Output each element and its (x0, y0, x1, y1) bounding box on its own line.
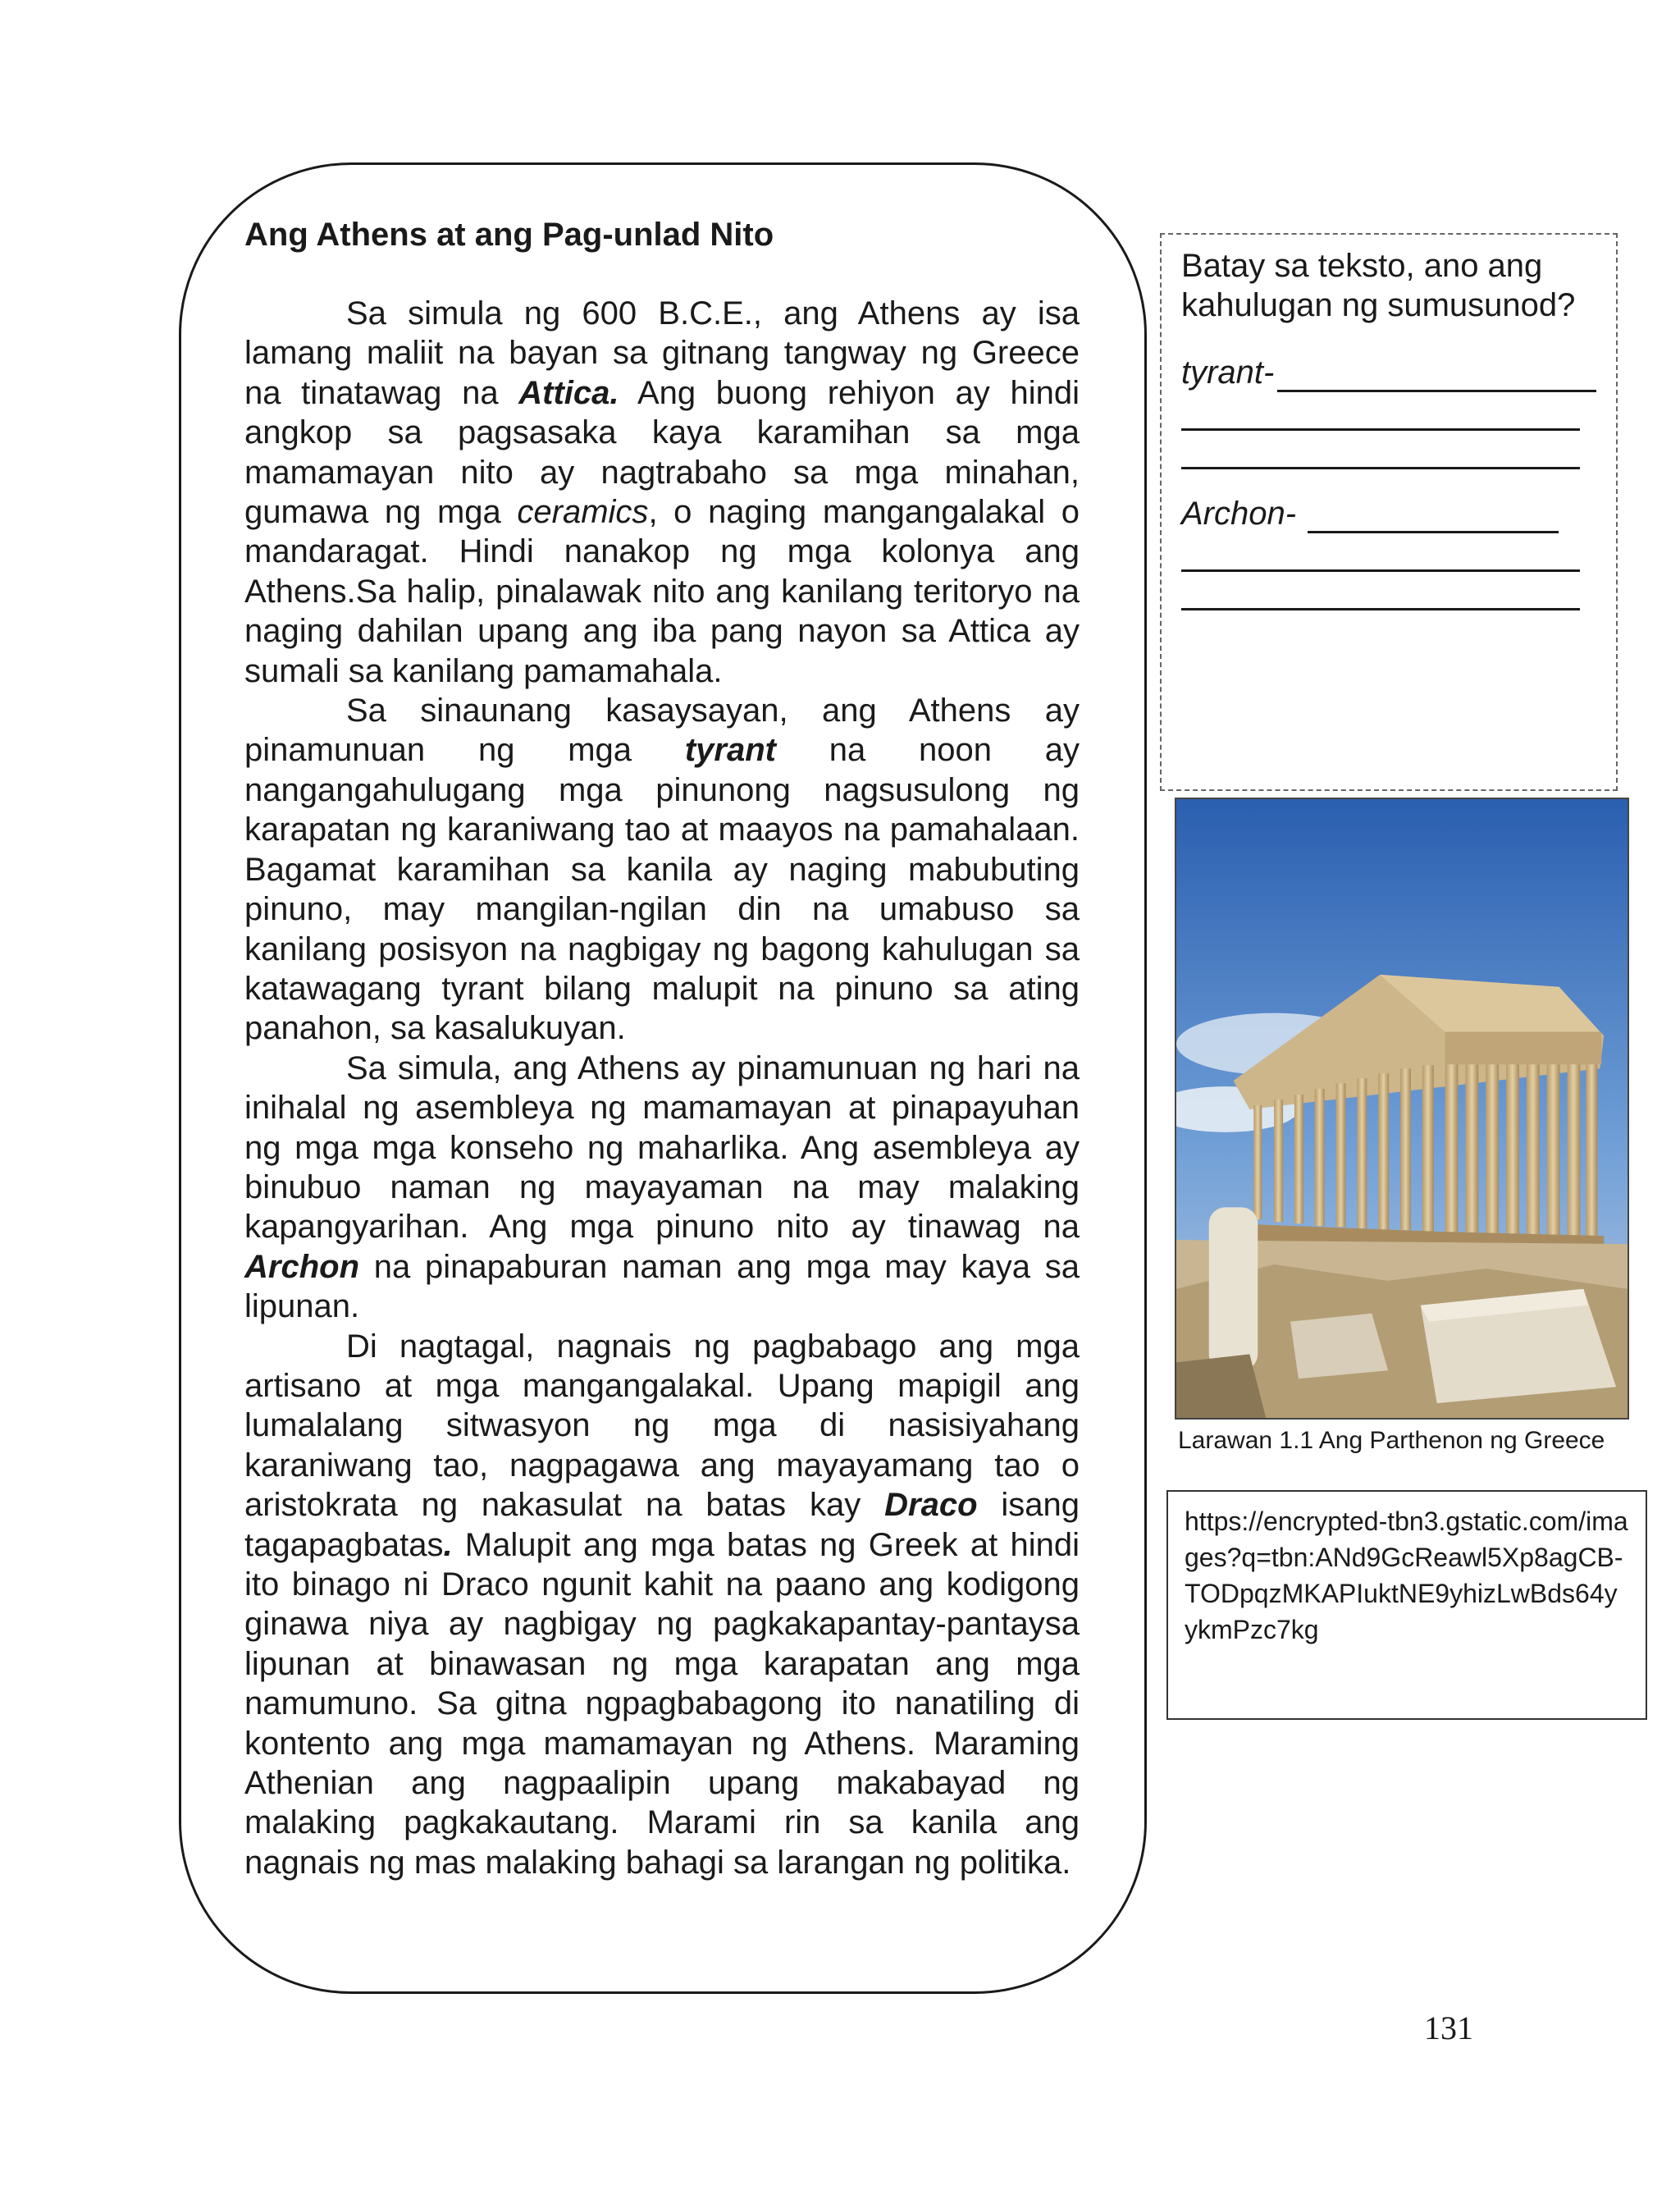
article-title: Ang Athens at ang Pag-unlad Nito (244, 217, 774, 253)
parthenon-illustration (1176, 799, 1628, 1418)
stone-block (1290, 1314, 1388, 1379)
paragraph-1 (244, 294, 1080, 691)
paragraph-2-text-a: Sa sinaunang kasaysayan, ang Athens ay pinamunuan ng mga (244, 693, 1080, 769)
parthenon-photo (1175, 798, 1629, 1420)
archon-answer-row (1181, 494, 1596, 533)
stone-stele (1209, 1207, 1258, 1370)
keyword-archon: Archon (244, 1248, 359, 1285)
archon-answer-line-2[interactable] (1181, 533, 1580, 572)
keyword-tyrant: tyrant (684, 732, 776, 769)
paragraph-4-text-e: Malupit ang mga batas ng Greek at hindi ito binago ni Draco ngunit kahit na paano ang kodigong ginawa niya ay nagbigay ng pagkakapantay-pantaysa lipunan at binawasan ng mga karapatan ang mga namumuno. Sa gitna ngpagbabagong ito nanatiling di kontento ang mga mamamayan ng Athens. Maraming Athenian ang nagpaalipin upang makabayad ng malaking pagkakautang. Marami rin sa kanila ang nagnais ng mas malaking bahagi sa larangan ng politika. (244, 1526, 1080, 1881)
paragraph-4 (244, 1327, 1080, 1883)
keyword-draco: Draco (884, 1487, 978, 1524)
keyword-attica: Attica. (518, 374, 619, 411)
article (244, 215, 1080, 1882)
paragraph-3-text-c: na pinapaburan naman ang mga may kaya sa lipunan. (244, 1248, 1080, 1325)
tyrant-answer-blank[interactable] (1277, 359, 1596, 392)
archon-answer-line-3[interactable] (1181, 572, 1580, 610)
page-number: 131 (1424, 2009, 1473, 2046)
tyrant-answer-row (1181, 353, 1596, 392)
paragraph-4-period: . (443, 1526, 453, 1563)
image-source-url-box (1166, 1490, 1647, 1720)
image-source-url[interactable]: https://encrypted-tbn3.gstatic.com/images?q=tbn:ANd9GcReawl5Xp8agCB-TODpqzMKAPIuktNE9yhizLwBds64yykmPzc7kg (1185, 1506, 1628, 1644)
paragraph-1-text-a: Sa simula ng 600 B.C.E., ang Athens ay isa lamang maliit na bayan sa gitnang tangway ng Greece na tinatawag na (244, 295, 1080, 411)
question-prompt: Batay sa teksto, ano ang kahulugan ng sumusunod? (1181, 248, 1576, 323)
paragraph-2 (244, 691, 1080, 1049)
term-archon-label: Archon- (1181, 496, 1297, 532)
term-tyrant-label: tyrant- (1181, 354, 1275, 391)
paragraph-3 (244, 1049, 1080, 1327)
figure-caption: Larawan 1.1 Ang Parthenon ng Greece (1178, 1427, 1605, 1454)
paragraph-4-text-a: Di nagtagal, nagnais ng pagbabago ang mga artisano at mga mangangalakal. Upang mapigil ang lumalalang sitwasyon ng mga di nasisiyahang karaniwang tao, nagpagawa ang mayayamang tao o aristokrata ng nakasulat na batas kay (244, 1328, 1080, 1524)
term-ceramics: ceramics (517, 494, 649, 531)
archon-answer-blank[interactable] (1308, 500, 1559, 533)
tyrant-answer-line-2[interactable] (1181, 392, 1580, 431)
paragraph-1-text-e: , o naging mangangalakal o mandaragat. Hindi nanakop ng mga kolonya ang Athens.Sa halip, pinalawak nito ang kanilang teritoryo na naging dahilan upang ang iba pang nayon sa Attica ay sumali sa kanilang pamamahala. (244, 494, 1080, 689)
paragraph-4-text-c: isang tagapagbatas (244, 1487, 1080, 1563)
vocabulary-question-box (1160, 233, 1618, 791)
parthenon-frieze (1445, 1031, 1602, 1064)
paragraph-3-text-a: Sa simula, ang Athens ay pinamunuan ng hari na inihalal ng asembleya ng mamamayan at pinapayuhan ng mga mga konseho ng maharlika. Ang asembleya ay binubuo naman ng mayayaman na may malaking kapangyarihan. Ang mga pinuno nito ay tinawag na (244, 1049, 1080, 1246)
paragraph-1-text-c: Ang buong rehiyon ay hindi angkop sa pagsasaka kaya karamihan sa mga mamamayan nito ay nagtrabaho sa mga minahan, gumawa ng mga (244, 374, 1080, 531)
tyrant-answer-line-3[interactable] (1181, 431, 1580, 469)
paragraph-2-text-c: na noon ay nangangahulugang mga pinunong nagsusulong ng karapatan ng karaniwang tao at maayos na pamahalaan. Bagamat karamihan sa kanila ay naging mabubuting pinuno, may mangilan-ngilan din na umabuso sa kanilang posisyon na nagbigay ng bagong kahulugan sa katawagang tyrant bilang malupit na pinuno sa ating panahon, sa kasalukuyan. (244, 732, 1080, 1047)
